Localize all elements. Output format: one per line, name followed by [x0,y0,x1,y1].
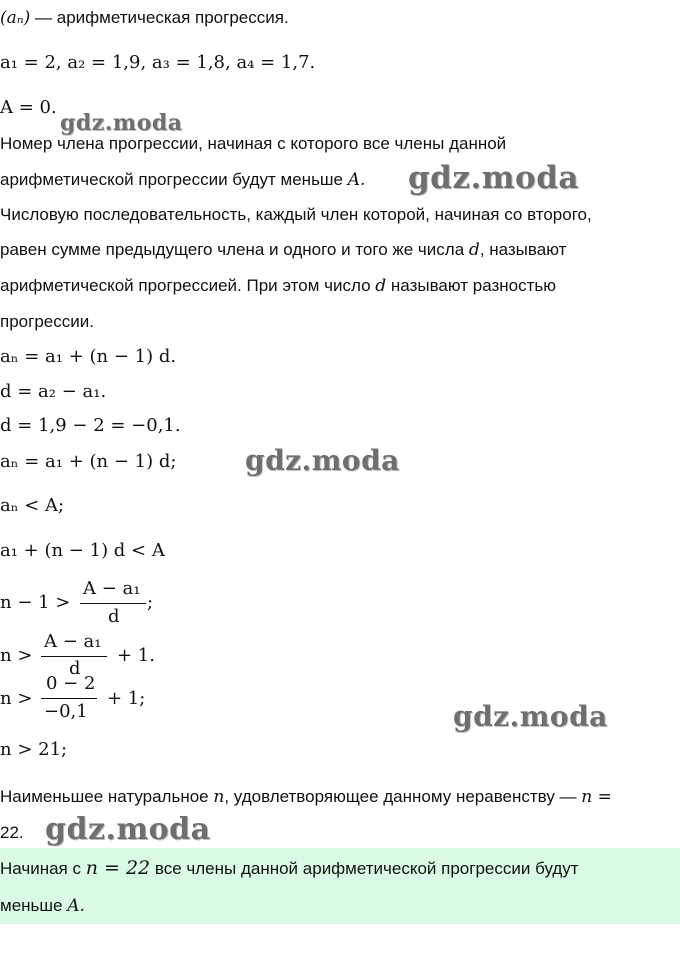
fraction-1-denominator: d [108,606,120,627]
fraction-3-denominator: −0,1 [44,701,88,722]
conclusion-line-1 [0,785,612,809]
answer-line-2-math: A. [67,896,85,916]
inequality-result: n > 21; [0,739,68,760]
answer-prefix: Начиная с [0,859,81,878]
watermark-logo: gdz.moda [60,110,183,136]
formula-difference: d = a₂ − a₁. [0,381,107,402]
formula-nth-term-repeat: aₙ = a₁ + (n − 1) d; [0,451,177,472]
answer-line-2 [0,894,85,918]
fraction-1-tail: ; [147,592,154,613]
fraction-3-left: n > [0,688,33,709]
question-line-2-math: A. [347,170,366,190]
definition-line-3-text: арифметической прогрессией. При этом число [0,276,371,295]
conclusion-line-2: 22. [0,823,24,842]
conclusion-text: Наименьшее натуральное [0,787,209,806]
conclusion-tail: , удовлетворяющее данному неравенству — [224,787,577,806]
definition-line-2-text: равен сумме предыдущего члена и одного и того же числа [0,240,465,259]
definition-line-3-tail: называют разностью [390,276,557,295]
conclusion-n-symbol: n [213,787,225,807]
watermark-logo: gdz.moda [245,444,400,477]
answer-line-2-text: меньше [0,896,63,915]
fraction-2-numerator: A − a₁ [44,631,102,652]
progression-label: — арифметическая прогрессия. [35,8,289,27]
watermark-logo: gdz.moda [45,812,211,847]
answer-math: n = 22 [85,857,151,879]
definition-line-4: прогрессии. [0,312,94,331]
definition-d-symbol-2: d [375,276,387,296]
inequality-an-less-A: aₙ < A; [0,495,65,516]
definition-line-2-tail: , называют [479,240,567,259]
definition-line-1: Числовую последовательность, каждый член которой, начиная со второго, [0,205,592,224]
answer-line-1 [0,856,579,881]
fraction-1-numerator: A − a₁ [83,578,141,599]
question-line-2 [0,168,365,192]
given-terms: a₁ = 2, a₂ = 1,9, a₃ = 1,8, a₄ = 1,7. [0,52,316,73]
fraction-3-numerator: 0 − 2 [46,673,96,694]
progression-symbol: (aₙ) [0,8,31,28]
fraction-2-denominator: d [69,658,81,679]
answer-suffix: все члены данной арифметической прогрессии будут [154,859,579,878]
fraction-3-tail: + 1; [107,688,146,709]
inequality-expanded: a₁ + (n − 1) d < A [0,540,165,561]
definition-line-2 [0,238,566,262]
fraction-1-left: n − 1 > [0,592,71,613]
fraction-2-bar [41,656,107,657]
watermark-logo: gdz.moda [453,700,608,733]
conclusion-equation: n = [581,787,612,807]
fraction-3-bar [41,698,97,699]
watermark-logo: gdz.moda [408,160,579,196]
question-line-1: Номер члена прогрессии, начиная с которого все члены данной [0,134,507,153]
progression-statement [0,6,289,30]
definition-line-3 [0,274,556,298]
question-line-2-text: арифметической прогрессии будут меньше [0,170,344,189]
formula-nth-term: aₙ = a₁ + (n − 1) d. [0,346,177,367]
fraction-2-left: n > [0,645,33,666]
fraction-1-bar [80,603,146,604]
given-A: A = 0. [0,97,57,118]
definition-d-symbol: d [468,240,480,260]
difference-value: d = 1,9 − 2 = −0,1. [0,415,181,436]
fraction-2-tail: + 1. [117,645,155,666]
